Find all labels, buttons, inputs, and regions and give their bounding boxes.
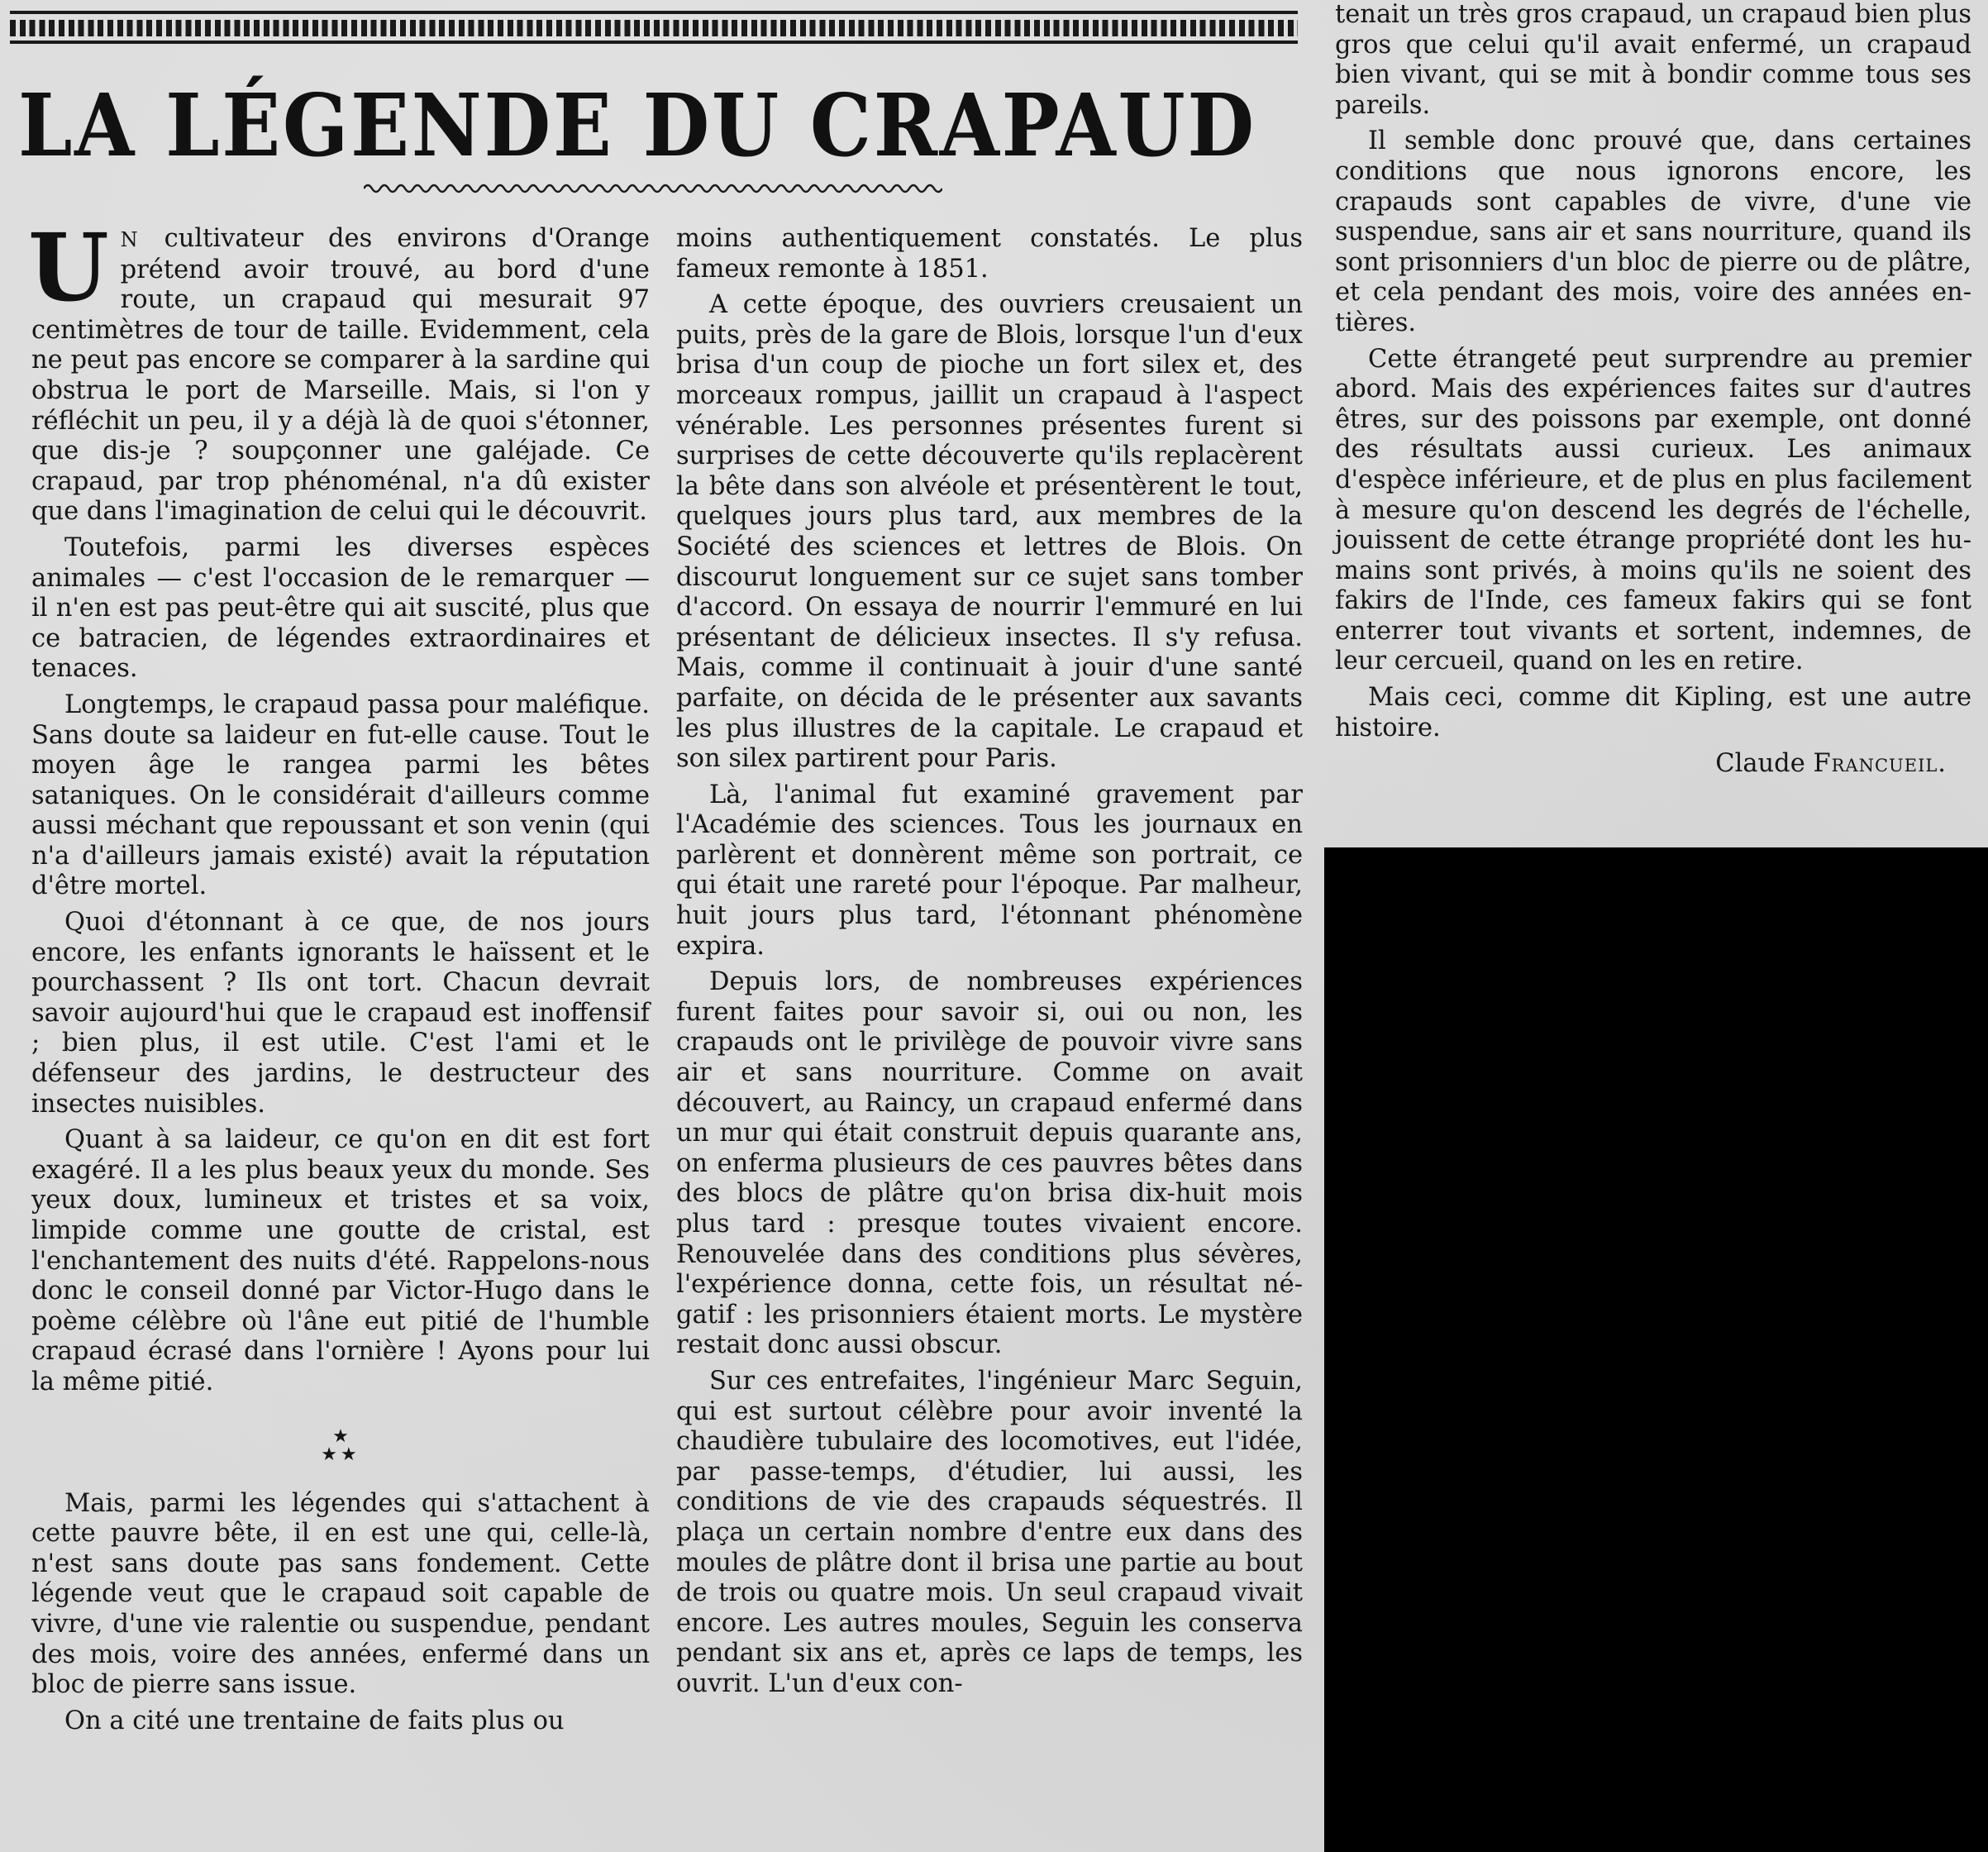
paragraph: Sur ces entrefaites, l'ingénieur Marc Seguin, qui est surtout célèbre pour avoir inventé la chaudière tubulaire des locomotives, eut l'idée, par passe-temps, d'étudier, lui aussi, les conditions de vie des crapauds séquestrés. Il plaça un certain nombre d'entre eux dans des moules de plâtre dont il brisa une partie au bout de trois ou quatre mois. Un seul crapaud vivait encore. Les autres moules, Seguin les conserva pendant six ans et, après ce laps de temps, les ouvrit. L'un d'eux con- [676,1366,1303,1698]
paragraph-text: cultivateur des environs d'Orange prétend avoir trouvé, au bord d'une route, un crapaud qui mesurait 97 centimètres de tour de taille. Evidemment, cela ne peut pas encore se comparer à la sardine qui obstrua le port de Marseille. Mais, si l'on y réfléchit un peu, il y a déjà là de quoi s'étonner, que dis-je ? soupçonner une galéjade. Ce crapaud, par trop phénoménal, n'a dû exister que dans l'imagination de celui qui le découvrit. [31,224,650,527]
paragraph: Cette étrangeté peut surprendre au premier abord. Mais des expériences faites sur d'autres êtres, sur des poissons par exemple, ont donné des résultats aussi curieux. Les animaux d'espèce inférieure, et de plus en plus facilement à mesure qu'on descend les degrés de l'échelle, jouissent de cette étrange propriété dont les humains sont privés, à moins qu'ils ne soient des fakirs de l'Inde, ces fameux fakirs qui se font enterrer tout vivants et sortent, indemnes, de leur cercueil, quand on les en retire. [1335,344,1971,676]
paragraph: moins authentiquement constatés. Le plus fameux remonte à 1851. [676,224,1303,284]
paragraph: Il semble donc prouvé que, dans certaines conditions que nous ignorons encore, les crapauds sont capables de vivre, d'une vie suspendue, sans air et sans nourriture, quand ils sont prisonniers d'un bloc de pierre ou de plâtre, et cela pendant des mois, voire des années entières. [1335,126,1971,337]
paragraph: Là, l'animal fut examiné gravement par l'Académie des sciences. Tous les journaux en parlèrent et donnèrent même son portrait, ce qui était une rareté pour l'époque. Par malheur, huit jours plus tard, l'étonnant phénomène expira. [676,780,1303,961]
ornamental-rule [10,8,1298,45]
article-title: LA LÉGENDE DU CRAPAUD [18,74,1256,176]
asterism-separator [31,1405,650,1479]
paragraph: Quant à sa laideur, ce qu'on en dit est fort exagéré. Il a les plus beaux yeux du monde. Ses yeux doux, lumineux et tristes et sa voix, limpide comme une goutte de cristal, est l'enchantement des nuits d'été. Rappelons-nous donc le conseil donné par Victor-Hugo dans le poème célèbre où l'âne eut pitié de l'humble crapaud écrasé dans l'ornière ! Ayons pour lui la même pitié. [31,1125,650,1396]
text-column-2 [676,224,1303,1706]
paragraph: Longtemps, le crapaud passa pour maléfique. Sans doute sa laideur en fut-elle cause. Tout le moyen âge le rangea parmi les bêtes sataniques. On le considérait d'ailleurs comme aussi méchant que repoussant et son venin (qui n'a d'ailleurs jamais existé) avait la réputation d'être mortel. [31,690,650,901]
wavy-divider-icon [364,182,942,195]
paragraph: Quoi d'étonnant à ce que, de nos jours encore, les enfants ignorants le haïssent et le pourchassent ? Ils ont tort. Chacun devrait savoir aujourd'hui que le crapaud est inoffensif ; bien plus, il est utile. C'est l'ami et le défenseur des jardins, le destructeur des insectes nuisibles. [31,908,650,1119]
masked-region [1324,847,1988,1852]
rule-line-top [10,11,1298,14]
author-first-name: Claude [1715,749,1805,779]
rule-bars [10,20,1298,36]
paragraph: tenait un très gros crapaud, un crapaud bien plus gros que celui qu'il avait enfermé, un crapaud bien vivant, qui se mit à bondir comme tous ses pareils. [1335,0,1971,120]
paragraph: A cette époque, des ouvriers creusaient un puits, près de la gare de Blois, lorsque l'un d'eux brisa d'un coup de pioche un fort silex et, des morceaux rompus, jaillit un crapaud à l'aspect vénérable. Les personnes présentes furent si surprises de cette découverte qu'ils replacèrent la bête dans son alvéole et présentèrent le tout, quelques jours plus tard, aux membres de la Société des sciences et lettres de Blois. On discourut longuement sur ce sujet sans tomber d'accord. On essaya de nourrir l'emmuré en lui présentant de délicieux insectes. Il s'y refusa. Mais, comme il continuait à jouir d'une santé parfaite, on décida de le présenter aux savants les plus illustres de la capitale. Le crapaud et son silex partirent pour Paris. [676,290,1303,774]
paragraph: Mais, parmi les légendes qui s'attachent à cette pauvre bête, il en est une qui, celle-là, n'est sans doute pas sans fondement. Cette légende veut que le crapaud soit capable de vivre, d'une vie ralentie ou suspendue, pendant des mois, voire des années, enfermé dans un bloc de pierre sans issue. [31,1488,650,1700]
star-icon: ★ [332,1425,349,1447]
paragraph: Mais ceci, comme dit Kipling, est une autre histoire. [1335,683,1971,742]
paragraph: Toutefois, parmi les diverses espèces animales — c'est l'occasion de le remarquer — il n'en est pas peut-être qui ait suscité, plus que ce batracien, de légendes extraordinaires et tenaces. [31,532,650,684]
text-column-3 [1335,0,1971,780]
first-letter-smallcap: N [120,228,140,251]
star-icon: ★★ [321,1444,360,1465]
paragraph: Depuis lors, de nombreuses expériences furent faites pour savoir si, oui ou non, les crapauds ont le privilège de pouvoir vivre sans air et sans nourriture. Comme on avait découvert, au Raincy, un crapaud enfermé dans un mur qui était construit depuis quarante ans, on enferma plusieurs de ces pauvres bêtes dans des blocs de plâtre qu'on brisa dix-huit mois plus tard : presque toutes vivaient encore. Renouvelée dans des conditions plus sévères, l'expérience donna, cette fois, un résultat négatif : les prisonniers étaient morts. Le mystère restait donc aussi obscur. [676,967,1303,1360]
drop-cap: U [28,214,109,322]
paragraph: On a cité une trentaine de faits plus ou [64,1706,565,1735]
author-last-name: Francueil. [1813,749,1947,779]
text-column-1 [28,214,650,1742]
rule-line-bottom [10,41,1298,44]
author-signature [1335,749,1971,780]
paragraph [28,214,650,527]
